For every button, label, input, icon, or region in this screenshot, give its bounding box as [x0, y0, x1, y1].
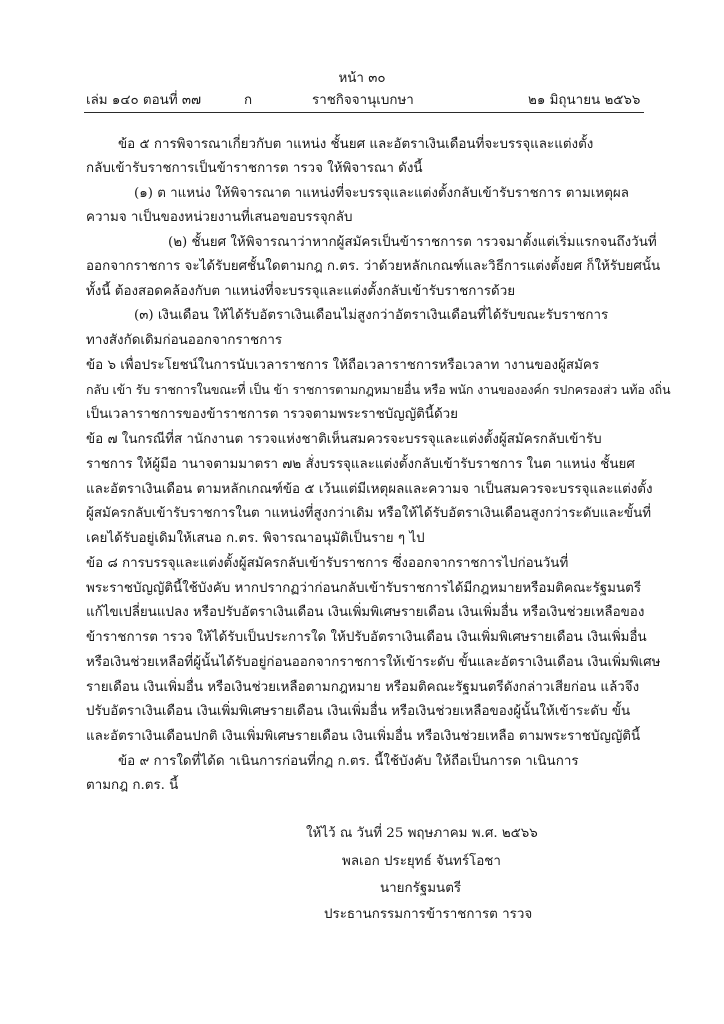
text-line: ราชการ ให้ผู้มีอ านาจตามมาตรา ๗๒ สั่งบรรจุและแต่งตั้งกลับเข้ารับราชการ ในต าแหน่ง ชั้นยศ — [86, 457, 635, 472]
text-line: (๑) ต าแหน่ง ให้พิจารณาต าแหน่งที่จะบรรจุและแต่งตั้งกลับเข้ารับราชการ ตามเหตุผล — [134, 186, 629, 201]
text-line: รายเดือน เงินเพิ่มอื่น หรือเงินช่วยเหลือตามกฎหมาย หรือมติคณะรัฐมนตรีดังกล่าวเสียก่อน แล้วจึง — [86, 680, 640, 695]
text-line: ข้อ ๖ เพื่อประโยชน์ในการนับเวลาราชการ ให้ถือเวลาราชการหรือเวลาท างานของผู้สมัคร — [86, 358, 600, 373]
text-line: ทั้งนี้ ต้องสอดคล้องกับต าแหน่งที่จะบรรจุและแต่งตั้งกลับเข้ารับราชการด้วย — [86, 284, 516, 299]
signatory-name: พลเอก ประยุทธ์ จันทร์โอชา — [342, 854, 501, 869]
publication-date: ๒๑ มิถุนายน ๒๕๖๖ — [528, 93, 641, 108]
given-date: ให้ไว้ ณ วันที่ 25 พฤษภาคม พ.ศ. ๒๕๖๖ — [306, 826, 538, 841]
text-line: ข้าราชการต ารวจ ให้ได้รับเป็นประการใด ให้ปรับอัตราเงินเดือน เงินเพิ่มพิเศษรายเดือน เงินเพิ่มอื่น — [86, 630, 647, 645]
signatory-title: นายกรัฐมนตรี — [380, 881, 462, 896]
gazette-header — [0, 92, 724, 110]
text-line: กลับเข้ารับราชการเป็นข้าราชการต ารวจ ให้พิจารณา ดังนี้ — [86, 161, 423, 176]
section-letter: ก — [244, 93, 253, 108]
text-line: แก้ไขเปลี่ยนแปลง หรือปรับอัตราเงินเดือน เงินเพิ่มพิเศษรายเดือน เงินเพิ่มอื่น หรือเงินช่วยเหลือของ — [86, 605, 645, 620]
gazette-title: ราชกิจจานุเบกษา — [312, 93, 414, 108]
text-line: (๒) ชั้นยศ ให้พิจารณาว่าหากผู้สมัครเป็นข้าราชการต ารวจมาตั้งแต่เริ่มแรกจนถึงวันที่ — [168, 235, 657, 250]
text-line: ตามกฎ ก.ตร. นี้ — [86, 778, 179, 793]
text-line: กลับ เข้า รับ ราชการในขณะที่ เป็น ข้า ราชการตามกฎหมายอื่น หรือ พนัก งานขององค์ก รปกครองส่ว นท้อ งถิ่น — [86, 382, 671, 397]
signatory-office: ประธานกรรมการข้าราชการต ารวจ — [324, 907, 533, 922]
text-line: (๓) เงินเดือน ให้ได้รับอัตราเงินเดือนไม่สูงกว่าอัตราเงินเดือนที่ได้รับขณะรับราชการ — [134, 308, 609, 323]
text-line: ข้อ ๗ ในกรณีที่ส านักงานต ารวจแห่งชาติเห็นสมควรจะบรรจุและแต่งตั้งผู้สมัครกลับเข้ารับ — [86, 432, 602, 447]
text-line: ความจ าเป็นของหน่วยงานที่เสนอขอบรรจุกลับ — [86, 210, 353, 225]
text-line: เคยได้รับอยู่เดิมให้เสนอ ก.ตร. พิจารณาอนุมัติเป็นราย ๆ ไป — [86, 531, 425, 546]
text-line: ข้อ ๕ การพิจารณาเกี่ยวกับต าแหน่ง ชั้นยศ และอัตราเงินเดือนที่จะบรรจุและแต่งตั้ง — [118, 137, 594, 152]
text-line: ข้อ ๙ การใดที่ได้ด าเนินการก่อนที่กฎ ก.ตร. นี้ใช้บังคับ ให้ถือเป็นการด าเนินการ — [118, 754, 579, 769]
text-line: ผู้สมัครกลับเข้ารับราชการในต าแหน่งที่สูงกว่าเดิม หรือให้ได้รับอัตราเงินเดือนสูงกว่าระดับและขั้นที่ — [86, 506, 652, 521]
volume-issue: เล่ม ๑๔๐ ตอนที่ ๓๗ — [86, 93, 202, 108]
text-line: ทางสังกัดเดิมก่อนออกจากราชการ — [86, 333, 283, 348]
text-line: พระราชบัญญัตินี้ใช้บังคับ หากปรากฏว่าก่อนกลับเข้ารับราชการได้มีกฎหมายหรือมติคณะรัฐมนตรี — [86, 581, 642, 596]
text-line: หรือเงินช่วยเหลือที่ผู้นั้นได้รับอยู่ก่อนออกจากราชการให้เข้าระดับ ขั้นและอัตราเงินเดือน เงินเพิ่มพิเศษ — [86, 655, 661, 670]
text-line: ปรับอัตราเงินเดือน เงินเพิ่มพิเศษรายเดือน เงินเพิ่มอื่น หรือเงินช่วยเหลือของผู้นั้นให้เข้าระดับ ขั้น — [86, 704, 631, 719]
text-line: และอัตราเงินเดือน ตามหลักเกณฑ์ข้อ ๕ เว้นแต่มีเหตุผลและความจ าเป็นสมควรจะบรรจุและแต่งตั้ง — [86, 482, 653, 497]
text-line: เป็นเวลาราชการของข้าราชการต ารวจตามพระราชบัญญัตินี้ด้วย — [86, 407, 459, 422]
text-line: ข้อ ๘ การบรรจุและแต่งตั้งผู้สมัครกลับเข้ารับราชการ ซึ่งออกจากราชการไปก่อนวันที่ — [86, 556, 569, 571]
text-line: ออกจากราชการ จะได้รับยศชั้นใดตามกฎ ก.ตร. ว่าด้วยหลักเกณฑ์และวิธีการแต่งตั้งยศ ก็ให้รับยศนั้น — [86, 259, 661, 274]
text-line: และอัตราเงินเดือนปกติ เงินเพิ่มพิเศษรายเดือน เงินเพิ่มอื่น หรือเงินช่วยเหลือ ตามพระราชบัญญัตินี้ — [86, 729, 641, 744]
page-number: หน้า ๓๐ — [338, 71, 386, 86]
header-divider — [84, 112, 644, 113]
